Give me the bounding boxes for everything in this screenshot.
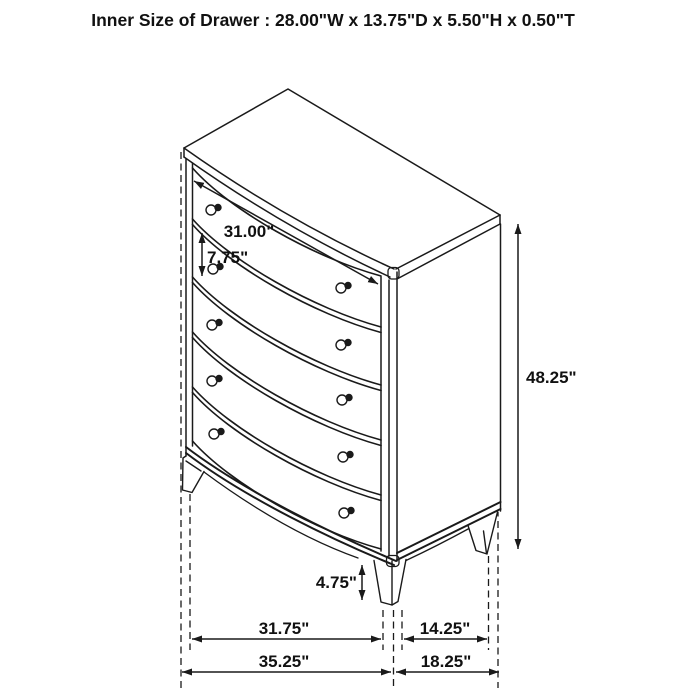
- dimension-depth-between-legs: [404, 619, 487, 639]
- dimension-overall-width: [182, 652, 391, 672]
- dimension-label-drawer-height: 7.75": [207, 248, 249, 267]
- dimension-label-overall-height: 48.25": [526, 368, 577, 387]
- dimension-label-depth-between-legs: 14.25": [419, 619, 471, 638]
- dimension-label-front-width-between-legs: 31.75": [258, 619, 310, 638]
- dimension-label-drawer-width: 31.00": [223, 222, 275, 241]
- dimension-overall-depth: [396, 652, 499, 672]
- dimension-label-overall-depth: 18.25": [420, 652, 472, 671]
- dimension-leg-height: [316, 565, 362, 600]
- diagram-title: Inner Size of Drawer : 28.00"W x 13.75"D x 5.50"H x 0.50"T: [91, 10, 575, 30]
- dimension-label-overall-width: 35.25": [258, 652, 310, 671]
- dimension-overall-height: [518, 224, 577, 549]
- dimension-front-width-between-legs: [192, 619, 381, 639]
- dimension-label-leg-height: 4.75": [315, 573, 357, 592]
